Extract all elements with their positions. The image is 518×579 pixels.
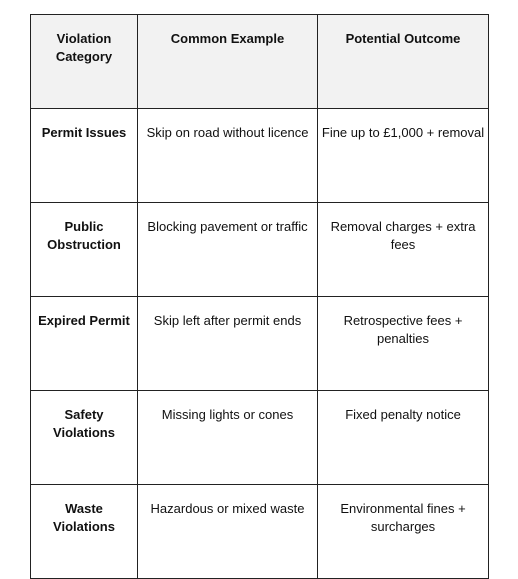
table-row [31, 203, 489, 297]
header-common-example: Common Example [138, 15, 318, 109]
cell-outcome: Removal charges + extra fees [318, 203, 489, 297]
cell-example: Skip on road without licence [138, 109, 318, 203]
cell-category: Safety Violations [31, 391, 138, 485]
table-row [31, 485, 489, 579]
cell-example: Skip left after permit ends [138, 297, 318, 391]
cell-category: Public Obstruction [31, 203, 138, 297]
table-header [31, 15, 489, 109]
header-violation-category: Violation Category [31, 15, 138, 109]
table-row [31, 109, 489, 203]
table-row [31, 297, 489, 391]
cell-example: Missing lights or cones [138, 391, 318, 485]
table-body [31, 109, 489, 579]
cell-outcome: Retrospective fees + penalties [318, 297, 489, 391]
cell-category: Permit Issues [31, 109, 138, 203]
header-potential-outcome: Potential Outcome [318, 15, 489, 109]
cell-example: Hazardous or mixed waste [138, 485, 318, 579]
cell-example: Blocking pavement or traffic [138, 203, 318, 297]
cell-outcome: Environmental fines + surcharges [318, 485, 489, 579]
cell-outcome: Fixed penalty notice [318, 391, 489, 485]
cell-category: Expired Permit [31, 297, 138, 391]
cell-category: Waste Violations [31, 485, 138, 579]
cell-outcome: Fine up to £1,000 + removal [318, 109, 489, 203]
table-row [31, 391, 489, 485]
violations-table [30, 14, 489, 579]
header-row [31, 15, 489, 109]
